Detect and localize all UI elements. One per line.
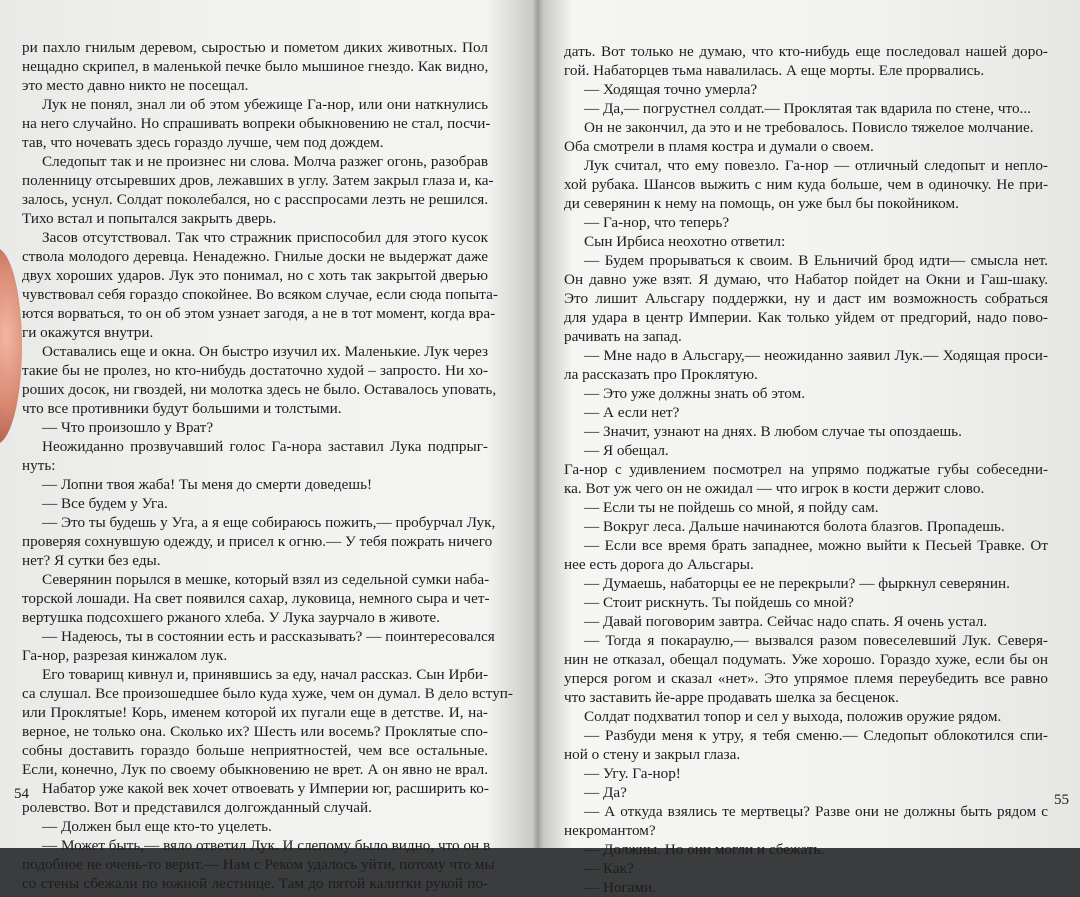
text-line: Его товарищ кивнул и, принявшись за еду, начал рассказ. Сын Ирби- bbox=[42, 666, 488, 683]
text-line: — Угу. Га-нор! bbox=[584, 765, 681, 782]
text-line: тав, что ночевать здесь гораздо лучше, чем под дождем. bbox=[22, 134, 384, 151]
text-line: Га-нор, разрезая кинжалом лук. bbox=[22, 647, 228, 664]
text-line: — Лопни твоя жаба! Ты меня до смерти доведешь! bbox=[42, 476, 373, 493]
text-line: — Думаешь, набаторцы ее не перекрыли? — фыркнул северянин. bbox=[584, 575, 1010, 592]
text-line: — Как? bbox=[584, 860, 634, 877]
text-line: что все противники будут большими и толстыми. bbox=[22, 400, 342, 417]
text-line: ла рассказать про Проклятую. bbox=[564, 366, 758, 383]
text-line: — Что произошло у Врат? bbox=[42, 419, 214, 436]
left-page-text bbox=[22, 38, 513, 893]
text-line: нещадно скрипел, в маленькой печке было мышиное гнездо. Как видно, bbox=[22, 58, 489, 75]
text-line: Это лишит Альсгару поддержки, ну и даст им возможность собраться bbox=[564, 290, 1048, 307]
text-line: ка. Вот уж чего он не ожидал — что игрок в кости держит слово. bbox=[564, 480, 985, 497]
text-line: нее есть дорога до Альсгары. bbox=[564, 556, 754, 573]
text-line: Лук считал, что ему повезло. Га-нор — отличный следопыт и непло- bbox=[584, 157, 1048, 174]
text-line: вертушка подсохшего ржаного хлеба. У Лука заурчало в животе. bbox=[22, 609, 440, 626]
text-line: Засов отсутствовал. Так что стражник приспособил для этого кусок bbox=[42, 229, 488, 246]
finger-holding-page bbox=[0, 248, 22, 444]
text-line: — Тогда я покараулю,— вызвался разом повеселевший Лук. Северя- bbox=[584, 632, 1048, 649]
text-line: — Стоит рискнуть. Ты пойдешь со мной? bbox=[584, 594, 854, 611]
text-line: это место давно никто не посещал. bbox=[22, 77, 249, 94]
text-line: некромантом? bbox=[564, 822, 656, 839]
text-line: — Я обещал. bbox=[584, 442, 669, 459]
text-line: — Ногами. bbox=[584, 879, 657, 896]
right-page-number: 55 bbox=[1054, 792, 1069, 808]
text-line: Неожиданно прозвучавший голос Га-нора заставил Лука подпрыг- bbox=[42, 438, 488, 455]
text-line: что заставить йе-арре продавать шелка за бесценок. bbox=[564, 689, 899, 706]
text-line: Северянин порылся в мешке, который взял из седельной сумки наба- bbox=[42, 571, 490, 588]
text-line: — Да? bbox=[584, 784, 627, 801]
text-line: Оба смотрели в пламя костра и думали о своем. bbox=[564, 138, 874, 155]
text-line: Следопыт так и не произнес ни слова. Молча разжег огонь, разобрав bbox=[42, 153, 488, 170]
text-line: Оставались еще и окна. Он быстро изучил их. Маленькие. Лук через bbox=[42, 343, 488, 360]
text-line: — Давай поговорим завтра. Сейчас надо спать. Я очень устал. bbox=[584, 613, 988, 630]
text-line: — Мне надо в Альсгару,— неожиданно заявил Лук.— Ходящая проси- bbox=[584, 347, 1048, 364]
text-line: ги окажутся внутри. bbox=[22, 324, 154, 341]
text-line: — Если все время брать западнее, можно выйти к Песьей Травке. От bbox=[584, 537, 1048, 554]
text-line: двух хороших ударов. Лук это понимал, но с хоть так закрытой дверью bbox=[22, 267, 488, 284]
text-line: ролевство. Вот и представился долгожданный случай. bbox=[22, 799, 372, 816]
text-line: со стены сбежали по южной лестнице. Там до пятой калитки рукой по- bbox=[22, 875, 488, 892]
text-line: Если, конечно, Лук по своему обыкновению не врет. А он явно не врал. bbox=[22, 761, 488, 778]
text-line: — Это уже должны знать об этом. bbox=[584, 385, 806, 402]
text-line: нет? Я сутки без еды. bbox=[22, 552, 161, 569]
right-page-text bbox=[564, 42, 1048, 897]
text-line: Он не закончил, да это и не требовалось. Повисло тяжелое молчание. bbox=[584, 119, 1034, 136]
text-line: роших досок, ни гвоздей, ни молотка здесь не было. Оставалось уповать, bbox=[22, 381, 497, 398]
text-line: собны доставить гораздо больше неприятностей, чем все остальные. bbox=[22, 742, 488, 759]
text-line: са слушал. Все произошедшее было куда хуже, чем он думал. В дело вступ- bbox=[22, 685, 513, 702]
text-line: Га-нор с удивлением посмотрел на упрямо поджатые губы собеседни- bbox=[564, 461, 1048, 478]
text-line: такие бы не пролез, но кто-нибудь достаточно худой – запросто. Ни хо- bbox=[22, 362, 488, 379]
left-page-number: 54 bbox=[14, 786, 29, 802]
text-line: залось, уснул. Солдат поколебался, но с расспросами лезть не решился. bbox=[22, 191, 488, 208]
text-line: — Га-нор, что теперь? bbox=[584, 214, 730, 231]
text-line: ной о стену и закрыл глаза. bbox=[564, 746, 741, 763]
text-line: — Ходящая точно умерла? bbox=[584, 81, 758, 98]
text-line: хой рубака. Шансов выжить с ним куда больше, чем в одиночку. Не при- bbox=[564, 176, 1048, 193]
text-line: — Вокруг леса. Дальше начинаются болота блазгов. Пропадешь. bbox=[584, 518, 1005, 535]
text-line: — Должен был еще кто-то уцелеть. bbox=[42, 818, 272, 835]
text-line: — Разбуди меня к утру, я тебя сменю.— Следопыт облокотился спи- bbox=[584, 727, 1048, 744]
text-line: — Это ты будешь у Уга, а я еще собираюсь пожить,— пробурчал Лук, bbox=[42, 514, 496, 531]
text-line: верное, не только она. Сколько их? Шесть или восемь? Проклятые спо- bbox=[22, 723, 488, 740]
text-line: ди северянин к нему на помощь, он уже был бы покойником. bbox=[564, 195, 959, 212]
text-line: уперся рогом и сказал «нет». Это упрямое племя переубедить все равно bbox=[564, 670, 1048, 687]
text-line: — А если нет? bbox=[584, 404, 680, 421]
text-line: — Да,— погрустнел солдат.— Проклятая так вдарила по стене, что... bbox=[584, 100, 1031, 117]
text-line: Лук не понял, знал ли об этом убежище Га-нор, или они наткнулись bbox=[42, 96, 488, 113]
text-line: — Может быть,— вяло ответил Лук. И слепому было видно, что он в bbox=[42, 837, 491, 854]
text-line: торской лошади. На свет появился сахар, луковица, немного сыра и чет- bbox=[22, 590, 490, 607]
text-line: или Проклятые! Корь, именем которой их пугали еще в детстве. И, на- bbox=[22, 704, 488, 721]
text-line: Он давно уже взят. Я думаю, что Набатор пойдет на Окни и Гаш-шаку. bbox=[564, 271, 1048, 288]
text-line: — Надеюсь, ты в состоянии есть и рассказывать? — поинтересовался bbox=[42, 628, 495, 645]
text-line: проверяя сохнувшую одежду, и присел к огню.— У тебя пожрать ничего bbox=[22, 533, 493, 550]
text-line: Набатор уже какой век хочет отвоевать у Империи юг, расширить ко- bbox=[42, 780, 489, 797]
text-line: Сын Ирбиса неохотно ответил: bbox=[584, 233, 786, 250]
text-line: ствола молодого деревца. Ненадежно. Гнилые доски не выдержат даже bbox=[22, 248, 488, 265]
text-line: — А откуда взялись те мертвецы? Разве они не должны быть рядом с bbox=[584, 803, 1048, 820]
text-line: гой. Набаторцев тьма навалилась. А еще морты. Еле прорвались. bbox=[564, 62, 985, 79]
text-line: — Будем прорываться к своим. В Ельничий брод идти— смысла нет. bbox=[584, 252, 1048, 269]
text-line: — Должны. Но они могли и сбежать. bbox=[584, 841, 825, 858]
text-line: — Значит, узнают на днях. В любом случае ты опоздаешь. bbox=[584, 423, 962, 440]
text-line: на него случайно. Но спрашивать вопреки обыкновению не стал, посчи- bbox=[22, 115, 491, 132]
text-line: нуть: bbox=[22, 457, 56, 474]
text-line: чувствовал себя гораздо спокойнее. Во всяком случае, если сюда попыта- bbox=[22, 286, 498, 303]
text-line: для удара в центр Империи. Как только уйдем от предгорий, надо пово- bbox=[564, 309, 1048, 326]
text-line: поленницу отсыревших дров, лежавших в углу. Затем закрыл глаза и, ка- bbox=[22, 172, 494, 189]
text-line: — Все будем у Уга. bbox=[42, 495, 168, 512]
text-line: рачивать на запад. bbox=[564, 328, 682, 345]
text-line: подобное не очень-то верит.— Нам с Реком удалось уйти, потому что мы bbox=[22, 856, 495, 873]
text-line: Солдат подхватил топор и сел у выхода, положив оружие рядом. bbox=[584, 708, 1002, 725]
text-line: нин не отказал, обещал подумать. Уже хорошо. Гораздо хуже, если бы он bbox=[564, 651, 1048, 668]
text-line: — Если ты не пойдешь со мной, я пойду сам. bbox=[584, 499, 879, 516]
text-line: ются ворваться, то он об этом узнает загодя, а не в тот момент, когда вра- bbox=[22, 305, 496, 322]
text-line: Тихо встал и попытался закрыть дверь. bbox=[22, 210, 277, 227]
text-line: дать. Вот только не думаю, что кто-нибудь еще последовал нашей доро- bbox=[564, 43, 1048, 60]
text-line: ри пахло гнилым деревом, сыростью и пометом диких животных. Пол bbox=[22, 39, 488, 56]
